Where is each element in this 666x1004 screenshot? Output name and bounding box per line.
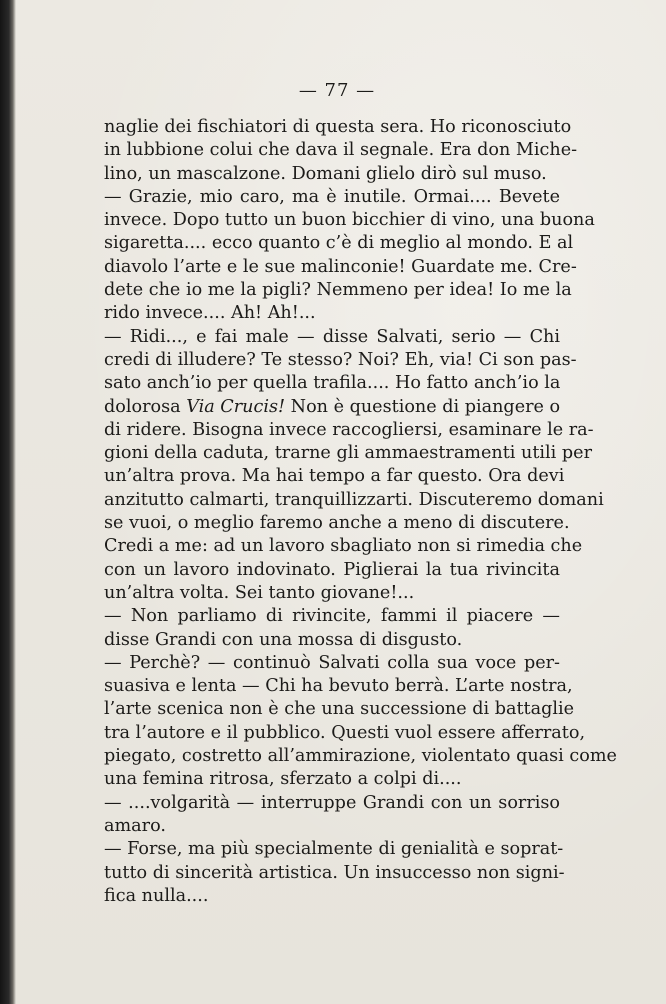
text-line: un’altra prova. Ma hai tempo a far questo. Ora devi bbox=[104, 466, 565, 487]
text-line: Credi a me: ad un lavoro sbagliato non si rimedia che bbox=[104, 536, 583, 557]
text-line: dete che io me la pigli? Nemmeno per idea! Io me la bbox=[104, 280, 572, 301]
text-line: tra l’autore e il pubblico. Questi vuol essere afferrato, bbox=[104, 722, 586, 743]
text-line: diavolo l’arte e le sue malinconie! Guardate me. Cre- bbox=[104, 256, 577, 277]
page-number: — 77 — bbox=[298, 80, 376, 101]
text-line: suasiva e lenta — Chi ha bevuto berrà. L’arte nostra, bbox=[104, 676, 573, 697]
body-text bbox=[104, 116, 617, 908]
text-line: amaro. bbox=[104, 815, 166, 836]
text-line: — Non parliamo di rivincite, fammi il piacere — bbox=[104, 606, 560, 627]
text-line: una femina ritrosa, sferzato a colpi di.... bbox=[104, 769, 462, 790]
text-line: — Perchè? — continuò Salvati colla sua voce per- bbox=[104, 652, 560, 673]
text-line: tutto di sincerità artistica. Un insuccesso non signi- bbox=[104, 862, 565, 883]
text-line: un’altra volta. Sei tanto giovane!... bbox=[104, 582, 415, 603]
text-line: se vuoi, o meglio faremo anche a meno di discutere. bbox=[104, 513, 570, 534]
text-segment: dolorosa bbox=[104, 396, 187, 417]
text-line: anzitutto calmarti, tranquillizzarti. Discuteremo domani bbox=[104, 489, 604, 510]
text-line: con un lavoro indovinato. Piglierai la tua rivincita bbox=[104, 559, 560, 580]
text-line: gioni della caduta, trarne gli ammaestramenti utili per bbox=[104, 443, 592, 464]
text-line: naglie dei fischiatori di questa sera. Ho riconosciuto bbox=[104, 117, 572, 137]
text-line: sato anch’io per quella trafila.... Ho fatto anch’io la bbox=[104, 373, 561, 394]
text-line: — Grazie, mio caro, ma è inutile. Ormai.... Bevete bbox=[104, 186, 560, 207]
text-line: credi di illudere? Te stesso? Noi? Eh, via! Ci son pas- bbox=[104, 349, 577, 370]
text-line: di ridere. Bisogna invece raccogliersi, esaminare le ra- bbox=[104, 419, 594, 440]
text-line: rido invece.... Ah! Ah!... bbox=[104, 303, 316, 324]
text-line: — Ridi..., e fai male — disse Salvati, serio — Chi bbox=[104, 326, 560, 347]
text-line: in lubbione colui che dava il segnale. Era don Miche- bbox=[104, 140, 578, 161]
text-line: disse Grandi con una mossa di disgusto. bbox=[104, 629, 463, 650]
text-segment: Non è questione di piangere o bbox=[285, 396, 561, 417]
text-line: sigaretta.... ecco quanto c’è di meglio al mondo. E al bbox=[104, 233, 574, 254]
text-line: piegato, costretto all’ammirazione, violentato quasi come bbox=[104, 746, 617, 767]
text-line bbox=[104, 396, 560, 419]
text-line: lino, un mascalzone. Domani glielo dirò sul muso. bbox=[104, 163, 547, 184]
book-binding-edge bbox=[0, 0, 16, 1004]
text-line: l’arte scenica non è che una successione di battaglie bbox=[104, 699, 575, 720]
italic-title: Via Crucis! bbox=[186, 396, 286, 417]
text-line: invece. Dopo tutto un buon bicchier di vino, una buona bbox=[104, 210, 595, 231]
text-line: — Forse, ma più specialmente di genialità e soprat- bbox=[104, 839, 564, 860]
text-line: fica nulla.... bbox=[104, 885, 209, 906]
text-line: — ....volgarità — interruppe Grandi con un sorriso bbox=[104, 792, 560, 813]
